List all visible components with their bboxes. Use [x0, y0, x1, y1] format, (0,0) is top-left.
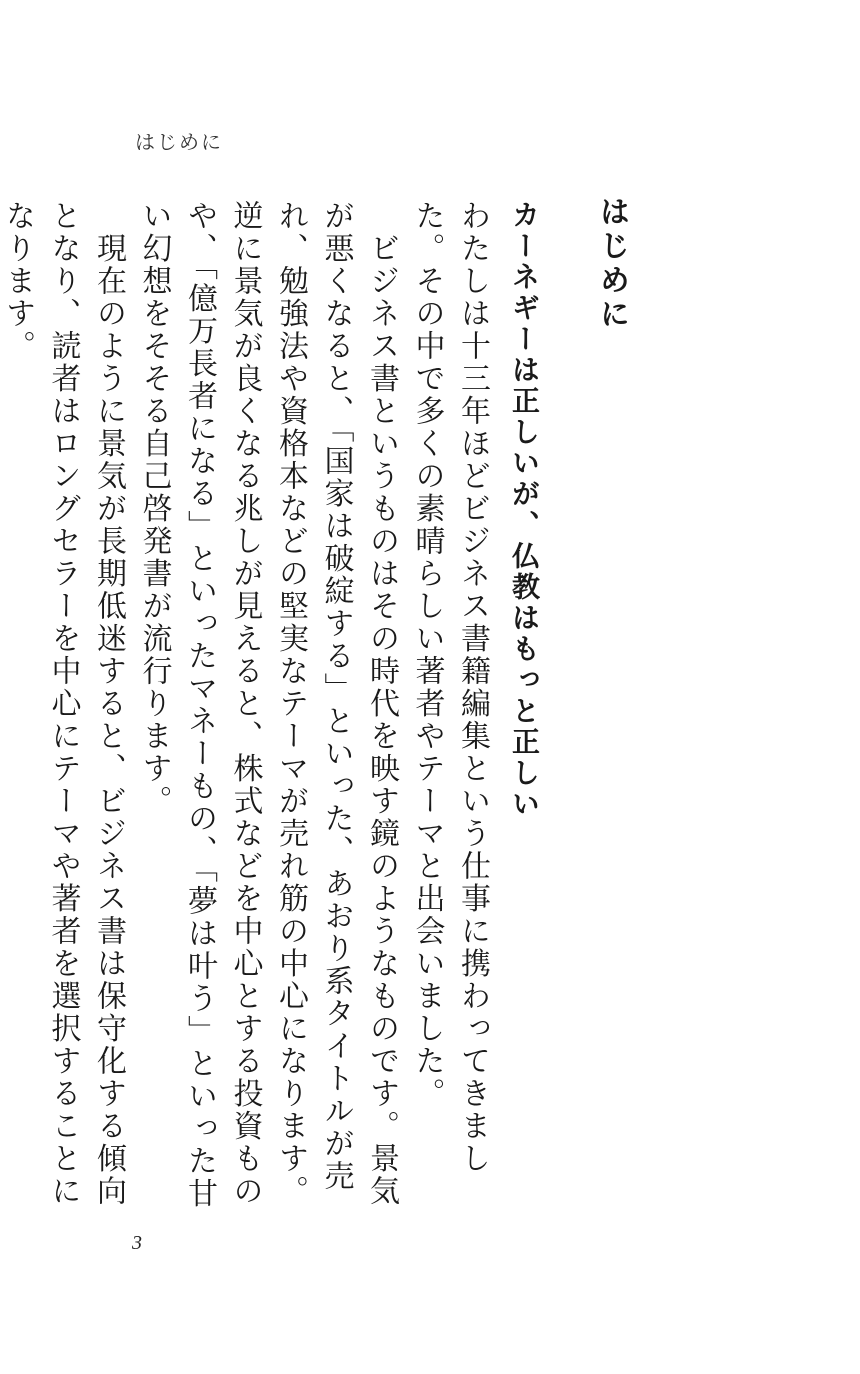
chapter-title: はじめに: [594, 196, 629, 332]
paragraph-1: わたしは十三年ほどビジネス書籍編集という仕事に携わってきました。その中で多くの素晴らしい著者やテーマと出会いました。: [409, 200, 490, 1175]
running-header: はじめに: [135, 130, 223, 154]
page-number: 3: [132, 1232, 142, 1254]
body-text: [0, 200, 495, 1220]
section-subtitle: カーネギーは正しいが、仏教はもっと正しい: [508, 200, 541, 820]
paragraph-3: 現在のように景気が長期低迷すると、ビジネス書は保守化する傾向となり、読者はロングセラーを中心にテーマや著者を選択することになります。: [0, 200, 126, 1208]
paragraph-2: ビジネス書というものはその時代を映す鏡のようなものです。景気が悪くなると、「国家は破綻する」といった、あおり系タイトルが売れ、勉強法や資格本などの堅実なテーマが売れ筋の中心になります。逆に景気が良くなる兆しが見えると、株式などを中心とする投資ものや、「億万長者になる」といったマネーもの、「夢は叶う」といった甘い幻想をそそる自己啓発書が流行ります。: [136, 200, 399, 1210]
